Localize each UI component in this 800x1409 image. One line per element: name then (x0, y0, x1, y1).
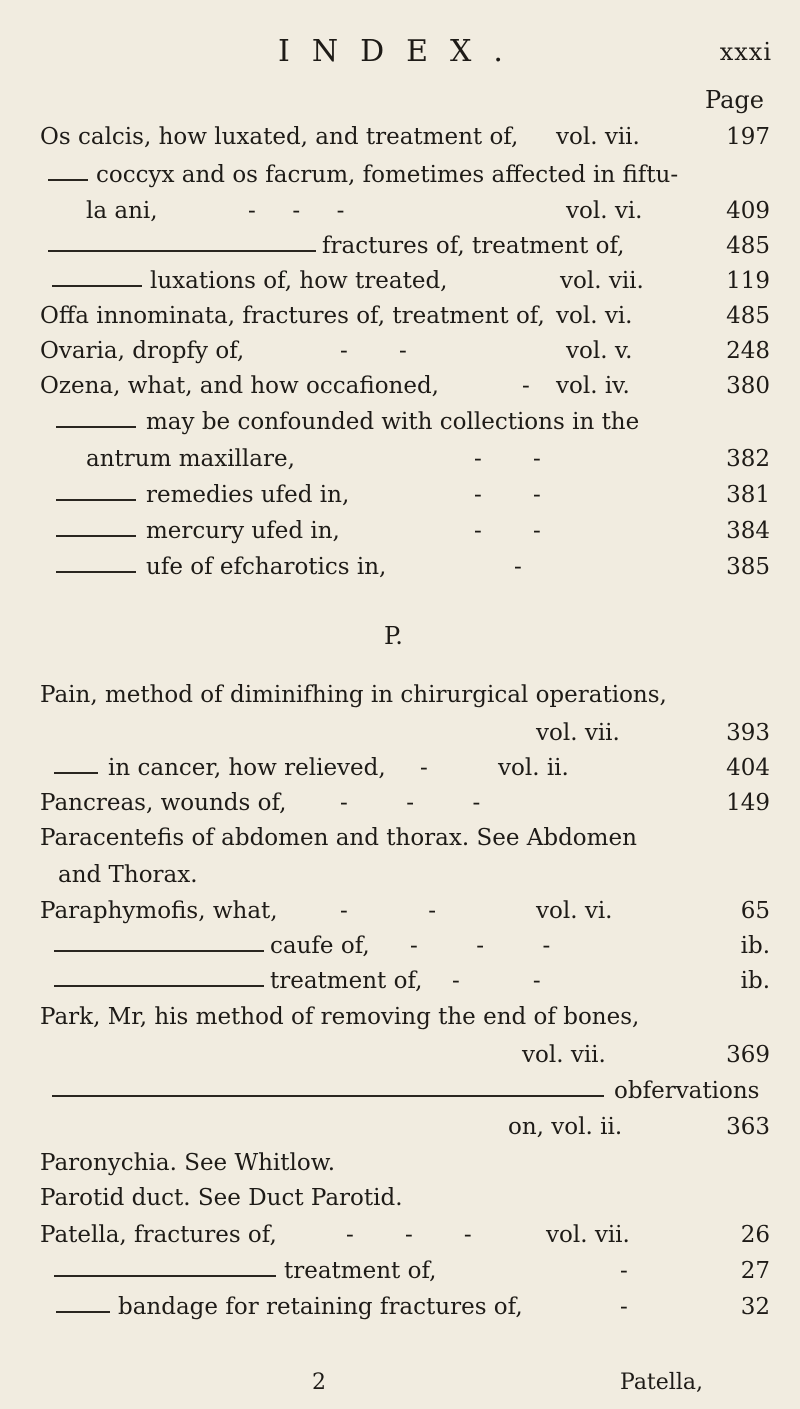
index-entry: Paraphymofis, what, - - vol. vi. 65 (40, 898, 770, 924)
index-entry: in cancer, how relieved, - vol. ii. 404 (0, 755, 800, 791)
ditto-rule (48, 250, 316, 252)
index-entry: Parotid duct. See Duct Parotid. (40, 1185, 403, 1211)
ditto-rule (52, 285, 142, 287)
ditto-rule (52, 1095, 604, 1097)
catchword: Patella, (620, 1370, 703, 1395)
ditto-rule (56, 571, 136, 573)
ditto-rule (56, 535, 136, 537)
index-entry: bandage for retaining fractures of, - 32 (0, 1294, 800, 1330)
ditto-rule (54, 985, 264, 987)
running-title: INDEX. (278, 34, 525, 69)
ditto-rule (54, 950, 264, 952)
index-entry: vol. vii. 393 (536, 720, 770, 746)
signature-mark: 2 (312, 1370, 326, 1395)
index-entry: on, vol. ii. 363 (508, 1114, 770, 1140)
ditto-rule (48, 179, 88, 181)
index-entry: Paracentefis of abdomen and thorax. See Abdomen (40, 825, 637, 851)
index-entry: treatment of, - 27 (0, 1258, 800, 1294)
index-entry: obfervations (0, 1078, 800, 1114)
running-head (0, 34, 800, 74)
index-entry: mercury ufed in, - - 384 (0, 518, 800, 554)
index-entry: fractures of, treatment of, 485 (0, 233, 800, 269)
index-entry: treatment of, - - ib. (0, 968, 800, 1004)
ditto-rule (54, 772, 98, 774)
index-entry: Pancreas, wounds of, - - - 149 (40, 790, 770, 816)
index-entry: Ovaria, dropfy of, - - vol. v. 248 (40, 338, 770, 364)
page-column-label: Page (705, 86, 764, 114)
page-numeral: xxxi (719, 38, 772, 66)
ditto-rule (54, 1275, 276, 1277)
index-entry: Os calcis, how luxated, and treatment of, vol. vii. 197 (40, 124, 770, 150)
index-entry: Ozena, what, and how occafioned, - vol. iv. 380 (40, 373, 770, 399)
index-entry: ufe of efcharotics in, - 385 (0, 554, 800, 590)
index-entry: Paronychia. See Whitlow. (40, 1150, 336, 1176)
index-entry: la ani, - - - vol. vi. 409 (86, 198, 770, 224)
ditto-rule (56, 1311, 110, 1313)
index-entry: vol. vii. 369 (522, 1042, 770, 1068)
index-entry: coccyx and os facrum, fometimes affected in fiftu- (0, 162, 800, 198)
index-entry: Park, Mr, his method of removing the end of bones, (40, 1004, 640, 1030)
index-entry: may be confounded with collections in the (0, 409, 800, 445)
section-letter: P. (384, 622, 403, 650)
index-entry: luxations of, how treated, vol. vii. 119 (0, 268, 800, 304)
index-entry: antrum maxillare, - - 382 (86, 446, 770, 472)
ditto-rule (56, 499, 136, 501)
index-entry: Patella, fractures of, - - - vol. vii. 26 (40, 1222, 770, 1248)
index-entry: Pain, method of diminifhing in chirurgical operations, (40, 682, 667, 708)
ditto-rule (56, 426, 136, 428)
index-entry: and Thorax. (58, 862, 198, 888)
index-entry: Offa innominata, fractures of, treatment of, vol. vi. 485 (40, 303, 770, 329)
index-entry: remedies ufed in, - - 381 (0, 482, 800, 518)
index-entry: caufe of, - - - ib. (0, 933, 800, 969)
